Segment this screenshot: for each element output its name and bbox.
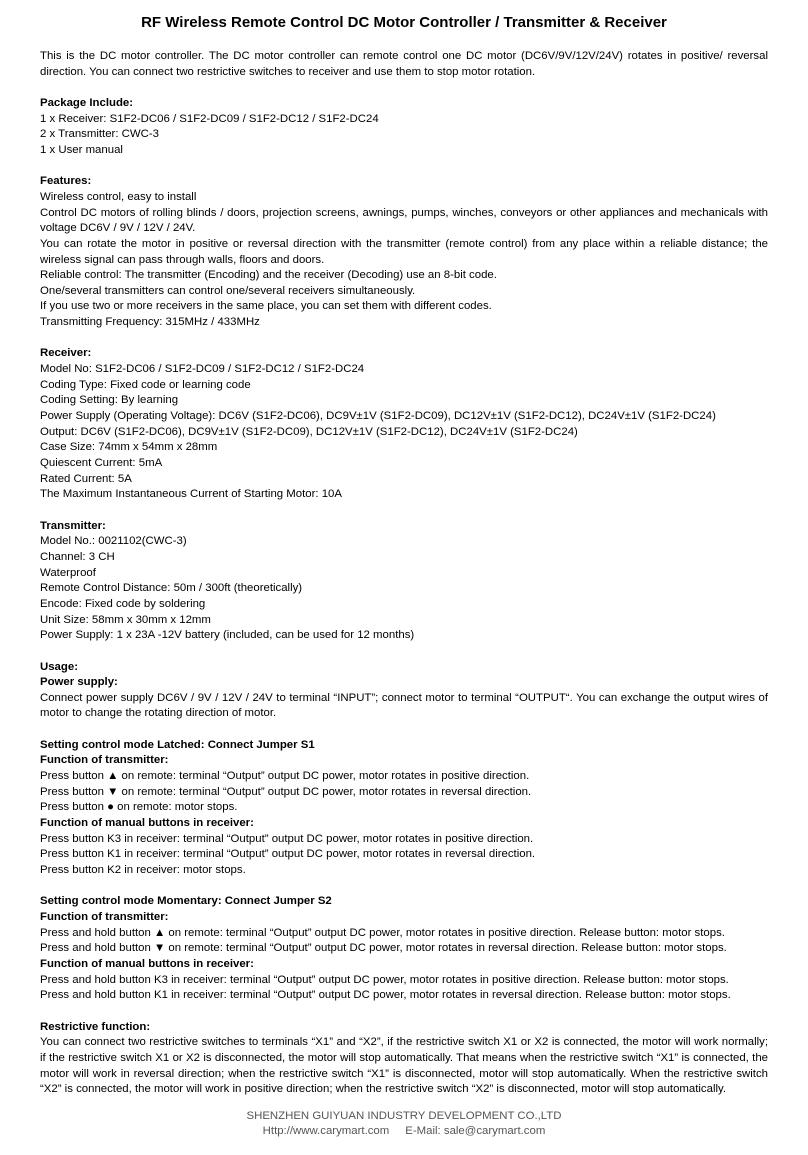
transmitter-spec: Power Supply: 1 x 23A -12V battery (included, can be used for 12 months) [40,629,415,642]
transmitter-spec: Channel: 3 CH [40,550,115,563]
transmitter-spec: Remote Control Distance: 50m / 300ft (theoretically) [40,582,303,595]
receiver-spec: Model No: S1F2-DC06 / S1F2-DC09 / S1F2-DC12 / S1F2-DC24 [40,363,365,376]
restrictive-text: You can connect two restrictive switches to terminals “X1” and “X2”, if the restrictive switch X1 or X2 is connected, the motor will work normally; if the restrictive switch X1 or X2 is disconnected, the motor will stop automatically. That means when the restrictive switch “X1” is connected, the motor will work in reversal direction; when the restrictive switch “X1” is disconnected, motor will stop automatically. When the restrictive switch “X2” is connected, the motor will work in positive direction; when the restrictive switch “X2” is disconnected, motor will stop automatically. [40,1036,768,1096]
momentary-transmitter-line: Press and hold button ▼ on remote: terminal “Output” output DC power, motor rotates in reversal direction. Release button: motor stops. [40,942,727,955]
latched-transmitter-line: Press button ● on remote: motor stops. [40,801,238,814]
footer-website-link[interactable]: Http://www.carymart.com [262,1125,390,1137]
receiver-spec: Coding Type: Fixed code or learning code [40,378,251,391]
latched-mode-heading: Setting control mode Latched: Connect Jumper S1 [40,738,315,751]
document-page [40,0,768,1098]
power-supply-heading: Power supply: [40,676,118,689]
transmitter-spec: Waterproof [40,566,96,579]
momentary-mode-heading: Setting control mode Momentary: Connect Jumper S2 [40,895,332,908]
footer-company: SHENZHEN GUIYUAN INDUSTRY DEVELOPMENT CO.,LTD [246,1110,562,1122]
transmitter-heading: Transmitter: [40,519,106,532]
package-line: 1 x User manual [40,143,123,156]
receiver-spec: Case Size: 74mm x 54mm x 28mm [40,441,218,454]
latched-manual-line: Press button K3 in receiver: terminal “Output” output DC power, motor rotates in positive direction. [40,832,534,845]
receiver-spec: Output: DC6V (S1F2-DC06), DC9V±1V (S1F2-DC09), DC12V±1V (S1F2-DC12), DC24V±1V (S1F2-DC24) [40,425,578,438]
restrictive-heading: Restrictive function: [40,1020,151,1033]
receiver-spec: Coding Setting: By learning [40,394,179,407]
usage-heading: Usage: [40,660,78,673]
feature-line: Wireless control, easy to install [40,190,197,203]
package-line: 1 x Receiver: S1F2-DC06 / S1F2-DC09 / S1F2-DC12 / S1F2-DC24 [40,112,379,125]
transmitter-spec: Encode: Fixed code by soldering [40,597,206,610]
feature-line: Transmitting Frequency: 315MHz / 433MHz [40,316,260,329]
page-title: RF Wireless Remote Control DC Motor Controller / Transmitter & Receiver [141,14,667,31]
latched-manual-line: Press button K1 in receiver: terminal “Output” output DC power, motor rotates in reversal direction. [40,848,536,861]
momentary-transmitter-heading: Function of transmitter: [40,910,169,923]
feature-line: One/several transmitters can control one/several receivers simultaneously. [40,284,416,297]
features-heading: Features: [40,175,92,188]
feature-line: Control DC motors of rolling blinds / doors, projection screens, awnings, pumps, winches, conveyors or other appliances and mechanicals with voltage DC6V / 9V / 12V / 24V. [40,206,768,235]
receiver-heading: Receiver: [40,347,92,360]
momentary-transmitter-line: Press and hold button ▲ on remote: terminal “Output” output DC power, motor rotates in positive direction. Release button: motor stops. [40,926,725,939]
receiver-spec: Quiescent Current: 5mA [40,457,163,470]
momentary-manual-heading: Function of manual buttons in receiver: [40,957,254,970]
feature-line: Reliable control: The transmitter (Encoding) and the receiver (Decoding) use an 8-bit code. [40,269,497,282]
momentary-manual-line: Press and hold button K1 in receiver: terminal “Output” output DC power, motor rotates in reversal direction. Release button: motor stops. [40,989,731,1002]
momentary-manual-line: Press and hold button K3 in receiver: terminal “Output” output DC power, motor rotates in positive direction. Release button: motor stops. [40,973,729,986]
page-footer [0,1109,808,1139]
latched-transmitter-line: Press button ▲ on remote: terminal “Output” output DC power, motor rotates in positive direction. [40,770,530,783]
receiver-spec: The Maximum Instantaneous Current of Starting Motor: 10A [40,488,342,501]
receiver-spec: Rated Current: 5A [40,472,132,485]
transmitter-spec: Unit Size: 58mm x 30mm x 12mm [40,613,211,626]
footer-email-link[interactable]: E-Mail: sale@carymart.com [405,1125,546,1137]
intro-paragraph: This is the DC motor controller. The DC motor controller can remote control one DC motor (DC6V/9V/12V/24V) rotates in positive/ reversal direction. You can connect two restrictive switches to receiver and use them to stop motor rotation. [40,50,768,78]
package-heading: Package Include: [40,96,134,109]
latched-manual-line: Press button K2 in receiver: motor stops. [40,864,246,877]
latched-transmitter-heading: Function of transmitter: [40,754,169,767]
power-supply-text: Connect power supply DC6V / 9V / 12V / 24V to terminal “INPUT”; connect motor to terminal “OUTPUT“. You can exchange the output wires of motor to change the rotating direction of motor. [40,691,768,720]
feature-line: You can rotate the motor in positive or reversal direction with the transmitter (remote control) from any place within a reliable distance; the wireless signal can pass through walls, floors and doors. [40,237,768,266]
package-line: 2 x Transmitter: CWC-3 [40,128,159,141]
receiver-spec: Power Supply (Operating Voltage): DC6V (S1F2-DC06), DC9V±1V (S1F2-DC09), DC12V±1V (S1F2-DC12), DC24V±1V (S1F2-DC24) [40,410,716,423]
document-body [40,49,768,1098]
feature-line: If you use two or more receivers in the same place, you can set them with different codes. [40,300,492,313]
transmitter-spec: Model No.: 0021102(CWC-3) [40,535,187,548]
latched-transmitter-line: Press button ▼ on remote: terminal “Output” output DC power, motor rotates in reversal direction. [40,785,532,798]
latched-manual-heading: Function of manual buttons in receiver: [40,817,254,830]
